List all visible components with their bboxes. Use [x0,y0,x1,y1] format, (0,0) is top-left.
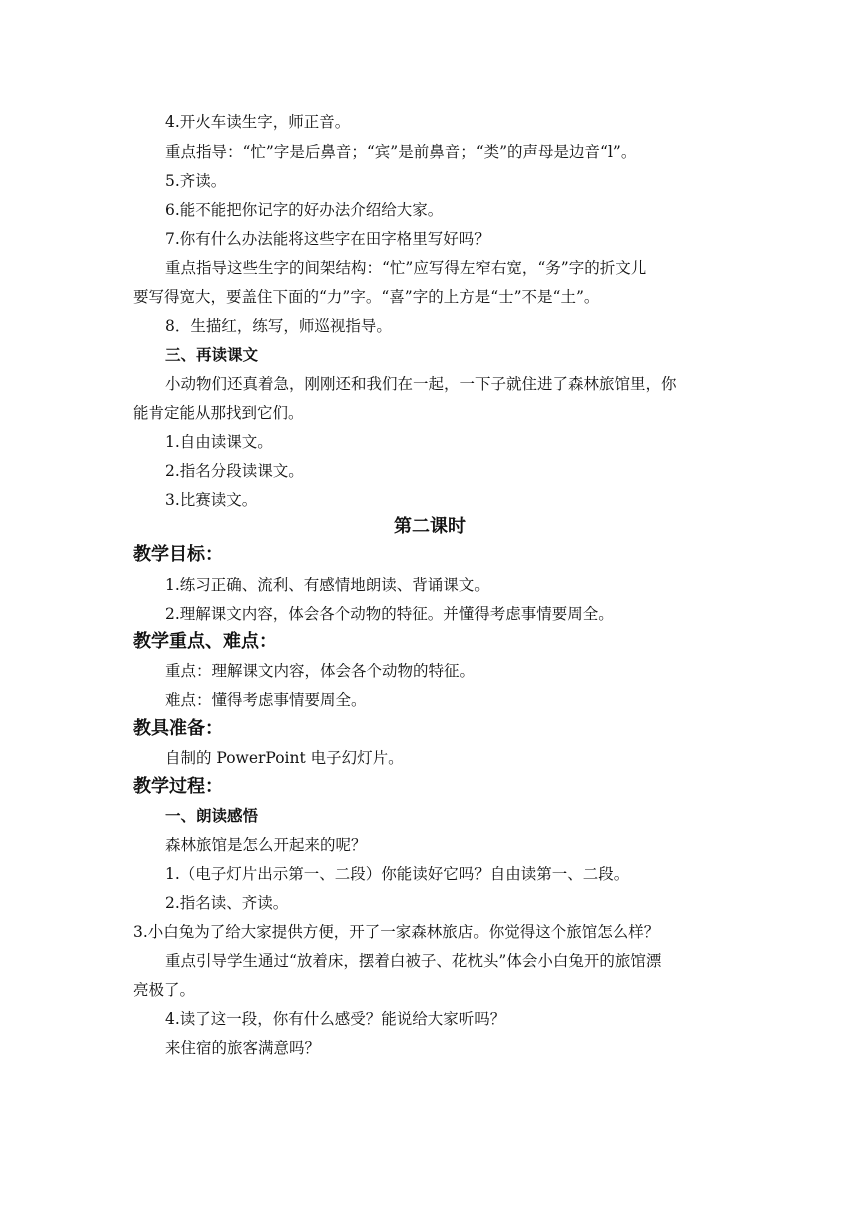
reread-intro-line1: 小动物们还真着急，刚刚还和我们在一起，一下子就住进了森林旅馆里，你 [165,375,677,393]
process-heading: 教学过程： [133,776,223,797]
section-heading-reading: 一、朗读感悟 [165,807,259,825]
key-points-heading: 教学重点、难点： [133,631,277,652]
reread-item-1: 1.自由读课文。 [165,433,273,451]
item-5: 5.齐读。 [165,172,227,190]
guide-line-2: 亮极了。 [133,981,196,999]
question-2: 来住宿的旅客满意吗？ [165,1039,321,1057]
step-1: 1.（电子灯片出示第一、二段）你能读好它吗？自由读第一、二段。 [165,865,630,883]
item-7: 7.你有什么办法能将这些字在田字格里写好吗？ [165,230,490,248]
focus-guidance-2-line2: 要写得宽大，要盖住下面的“力”字。“喜”字的上方是“士”不是“土”。 [133,288,600,306]
difficult-point: 难点：懂得考虑事情要周全。 [165,691,367,709]
item-6: 6.能不能把你记字的好办法介绍给大家。 [165,201,444,219]
goals-heading: 教学目标： [133,544,223,565]
step-4: 4.读了这一段，你有什么感受？能说给大家听吗？ [165,1010,506,1028]
focus-guidance-2-line1: 重点指导这些生字的间架结构：“忙”应写得左窄右宽，“务”字的折文儿 [165,259,647,277]
section-heading-reread: 三、再读课文 [165,346,259,364]
goal-1: 1.练习正确、流利、有感情地朗读、背诵课文。 [165,576,490,594]
tools-text: 自制的 PowerPoint 电子幻灯片。 [165,749,404,767]
key-point: 重点：理解课文内容，体会各个动物的特征。 [165,662,476,680]
reread-item-3: 3.比赛读文。 [165,491,258,509]
guide-line-1: 重点引导学生通过“放着床，摆着白被子、花枕头”体会小白兔开的旅馆漂 [165,952,662,970]
reread-item-2: 2.指名分段读课文。 [165,462,304,480]
reread-intro-line2: 能肯定能从那找到它们。 [133,404,304,422]
item-4: 4.开火车读生字，师正音。 [165,113,351,131]
question-1: 森林旅馆是怎么开起来的呢？ [165,836,367,854]
step-3: 3.小白兔为了给大家提供方便，开了一家森林旅店。你觉得这个旅馆怎么样？ [133,923,660,941]
tools-heading: 教具准备： [133,718,223,739]
goal-2: 2.理解课文内容，体会各个动物的特征。并懂得考虑事情要周全。 [165,605,614,623]
lesson-title: 第二课时 [394,516,466,537]
step-2: 2.指名读、齐读。 [165,894,289,912]
focus-guidance-1: 重点指导：“忙”字是后鼻音；“宾”是前鼻音；“类”的声母是边音“l”。 [165,143,637,161]
item-8: 8．生描红，练写，师巡视指导。 [165,317,392,335]
